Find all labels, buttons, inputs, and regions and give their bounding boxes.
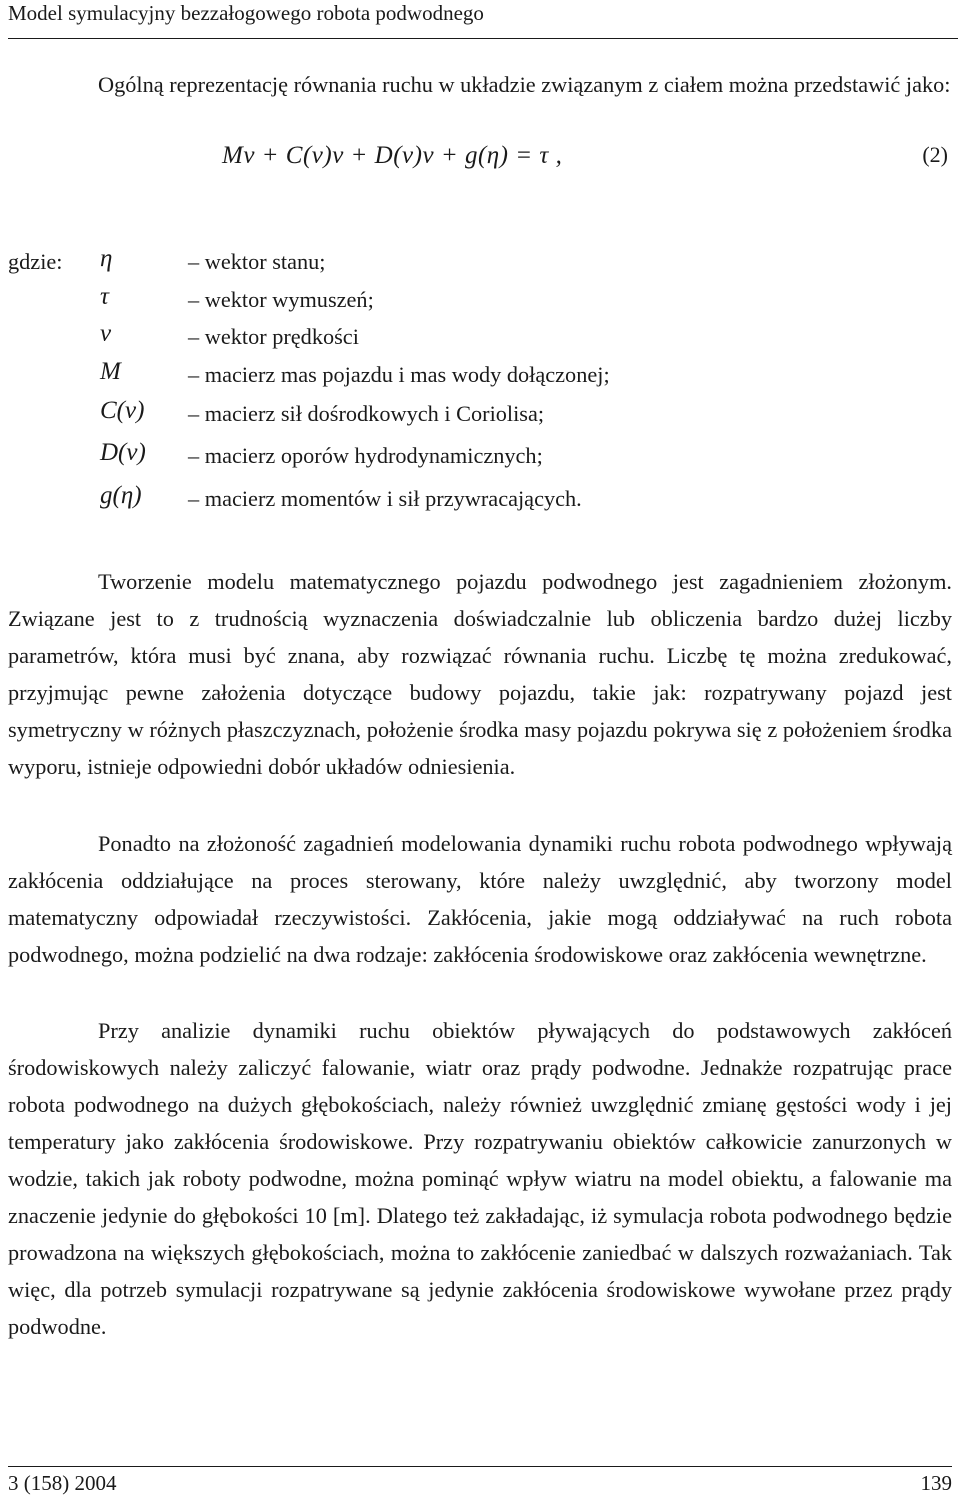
definition-desc: – wektor prędkości <box>188 324 359 349</box>
body-paragraph <box>8 1012 952 1345</box>
definition-symbol: η <box>100 245 113 272</box>
definition-row <box>0 358 960 398</box>
definition-desc: – wektor wymuszeń; <box>188 287 374 312</box>
definition-symbol: ν <box>100 320 112 347</box>
definitions-lead: gdzie: <box>8 249 63 274</box>
equation-formula: Mν + C(ν)ν + D(ν)ν + g(η) = τ , <box>222 142 563 169</box>
footer-issue: 3 (158) 2004 <box>8 1471 117 1495</box>
definition-desc: – macierz oporów hydrodynamicznych; <box>188 443 543 468</box>
definition-desc: – wektor stanu; <box>188 249 326 274</box>
equation-block <box>0 142 960 182</box>
definition-row <box>0 482 960 522</box>
paragraph-text: Tworzenie modelu matematycznego pojazdu podwodnego jest zagadnieniem złożonym. Związane jest to z trudnością wyznaczenia doświadczalnie lub obliczenia bardzo dużej liczby parametrów, która musi być znana, aby rozwiązać równania ruchu. Liczbę tę można zredukować, przyjmując pewne założenia dotyczące budowy pojazdu, takie jak: rozpatrywany pojazd jest symetryczny w różnych płaszczyznach, położenie środka masy pojazdu pokrywa się z położeniem środka wyporu, istnieje odpowiedni dobór układów odniesienia. <box>8 569 952 779</box>
paragraph-text: Przy analizie dynamiki ruchu obiektów pływających do podstawowych zakłóceń środowiskowych należy zaliczyć falowanie, wiatr oraz prądy podwodne. Jednakże rozpatrując prace robota podwodnego na dużych głębokościach, należy również uwzględnić zmianę gęstości wody i jej temperatury jako zakłócenia środowiskowe. Przy rozpatrywaniu obiektów całkowicie zanurzonych w wodzie, takich jak roboty podwodne, można pominąć wpływ wiatru na model obiektu, a falowanie ma znaczenie jedynie do głębokości 10 [m]. Dlatego też zakładając, iż symulacja robota podwodnego będzie prowadzona na większych głębokościach, można to zakłócenie zaniedbać w dalszych rozważaniach. Tak więc, dla potrzeb symulacji rozpatrywane są jedynie zakłócenia środowiskowe wywołane przez prądy podwodne. <box>8 1018 952 1339</box>
definition-symbol: M <box>100 358 121 385</box>
running-header <box>8 0 958 39</box>
intro-text: Ogólną reprezentację równania ruchu w układzie związanym z ciałem można przedstawić jako: <box>98 72 951 97</box>
page-number: 139 <box>920 1471 952 1495</box>
definition-symbol: D(ν) <box>100 439 146 466</box>
definition-row <box>0 439 960 479</box>
definition-desc: – macierz momentów i sił przywracających. <box>188 486 582 511</box>
page-footer <box>8 1466 952 1496</box>
definition-desc: – macierz mas pojazdu i mas wody dołączonej; <box>188 362 610 387</box>
equation-number: (2) <box>922 142 948 167</box>
definition-row <box>0 283 960 323</box>
running-header-title: Model symulacyjny bezzałogowego robota podwodnego <box>8 1 484 25</box>
definition-symbol: C(ν) <box>100 397 145 424</box>
definition-desc: – macierz sił dośrodkowych i Coriolisa; <box>188 401 545 426</box>
definition-symbol: g(η) <box>100 482 142 509</box>
body-paragraph <box>8 563 952 785</box>
definition-symbol: τ <box>100 283 109 310</box>
intro-paragraph <box>8 66 952 103</box>
paragraph-text: Ponadto na złożoność zagadnień modelowania dynamiki ruchu robota podwodnego wpływają zakłócenia oddziałujące na proces sterowany, które należy uwzględnić, aby tworzony model matematyczny odpowiadał rzeczywistości. Zakłócenia, jakie mogą oddziaływać na ruch robota podwodnego, można podzielić na dwa rodzaje: zakłócenia środowiskowe oraz zakłócenia wewnętrzne. <box>8 831 952 967</box>
definition-row <box>0 245 960 285</box>
definition-row <box>0 397 960 437</box>
definition-row <box>0 320 960 360</box>
body-paragraph <box>8 825 952 973</box>
